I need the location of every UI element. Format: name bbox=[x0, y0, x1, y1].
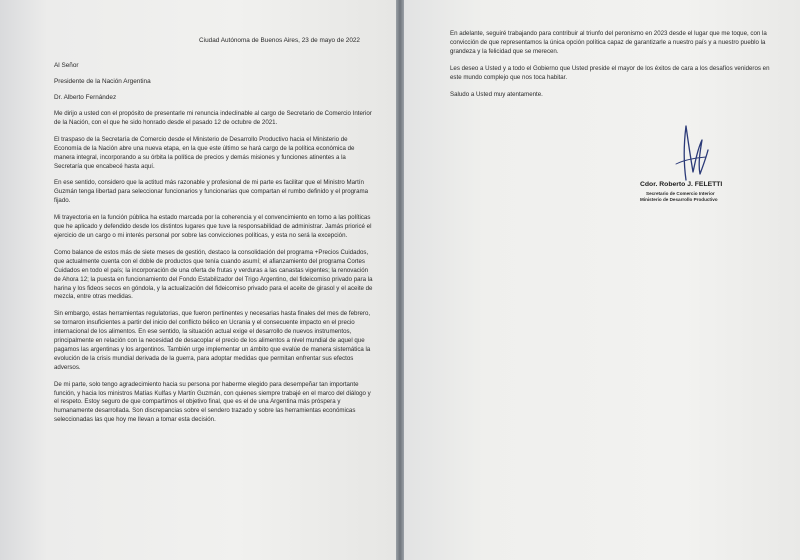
paragraph-gratitude: De mi parte, solo tengo agradecimiento hacia su persona por haberme elegido para desempeñar tan importante función, y hacia los ministros Matías Kulfas y Martín Guzmán, con quienes siempre trabajé en el marco del diálogo y el respeto. Estoy seguro de que compartimos el objetivo final, que es el de una Argentina más próspera y humanamente desarrollada. Son discrepancias sobre el sendero trazado y sobre las herramientas económicas seleccionadas las que hoy me llevan a tomar esta decisión. bbox=[54, 380, 371, 424]
letter-page-right bbox=[404, 0, 800, 560]
paragraph-balance: Como balance de estos más de siete meses de gestión, destaco la consolidación del programa +Precios Cuidados, que actualmente cuenta con el doble de productos que tenía cuando asumí; el afianzamiento del programa Cortes Cuidados en todo el país; la incorporación de una oferta de frutas y verduras a las canastas vigentes; la renovación de Ahora 12; la puesta en funcionamiento del Fondo Estabilizador del Trigo Argentino, del fideicomiso privado para la harina y los fideos secos en góndola, y la actualización del fideicomiso privado para el aceite de girasol y el aceite de mezcla, entre otras medidas. bbox=[54, 248, 373, 301]
paragraph-wishes: Les deseo a Usted y a todo el Gobierno que Usted preside el mayor de los éxitos de cara a los desafíos venideros en este mundo complejo que nos toca habitar. bbox=[450, 64, 770, 81]
recipient-title: Presidente de la Nación Argentina bbox=[54, 78, 151, 85]
paragraph-future: En adelante, seguiré trabajando para contribuir al triunfo del peronismo en 2023 desde el lugar que me toque, con la convicción de que representamos la única opción política capaz de garantizarle a nuestro país y a nuestro pueblo la grandeza y la felicidad que se merecen. bbox=[450, 30, 767, 55]
signatory-ministry: Ministerio de Desarrollo Productivo bbox=[640, 197, 718, 202]
paragraph-transfer: El traspaso de la Secretaría de Comercio desde el Ministerio de Desarrollo Productivo hacia el Ministerio de Economía de la Nación abre una nueva etapa, en la que este último se hará cargo de la política económica de manera integral, incorporando a su órbita la política de precios y demás misiones y funciones atinentes a la Secretaría que encabecé hasta aquí. bbox=[54, 135, 355, 170]
paragraph-resignation: Me dirijo a usted con el propósito de presentarle mi renuncia indeclinable al cargo de Secretario de Comercio Interior de la Nación, con el que he sido honrado desde el pasado 12 de octubre de 2021. bbox=[54, 110, 372, 126]
paragraph-trajectory: Mi trayectoria en la función pública ha estado marcada por la coherencia y el convencimiento en torno a las políticas que he aplicado y defendido desde los distintos lugares que tuve la responsabilidad de administrar. Jamás prioricé el ejercicio de un cargo o mi interés personal por sobre las convicciones políticas, y esta no será la excepción. bbox=[54, 214, 372, 239]
closing-line: Saludo a Usted muy atentamente. bbox=[450, 90, 543, 98]
date-line: Ciudad Autónoma de Buenos Aires, 23 de mayo de 2022 bbox=[199, 37, 360, 44]
page-gap bbox=[396, 0, 404, 560]
recipient-name: Dr. Alberto Fernández bbox=[54, 94, 117, 101]
paragraph-minister-freedom: En ese sentido, considero que la actitud más razonable y profesional de mi parte es facilitar que el Ministro Martín Guzmán tenga libertad para seleccionar funcionarios y funcionarias que compartan el rumbo definido y el programa fijado. bbox=[54, 179, 369, 205]
signatory-name: Cdor. Roberto J. FELETTI bbox=[640, 181, 723, 188]
signature-block bbox=[640, 120, 760, 210]
letter-page-left bbox=[0, 0, 396, 560]
signatory-title: Secretario de Comercio Interior bbox=[646, 191, 715, 196]
paragraph-regulatory-tools: Sin embargo, estas herramientas regulatorias, que fueron pertinentes y necesarias hasta finales del mes de febrero, se tornaron insuficientes a partir del inicio del conflicto bélico en Ucrania y el consecuente impacto en el precio internacional de los alimentos. En ese sentido, la situación actual exige el desarrollo de nuevos instrumentos, principalmente en relación con la necesidad de desacoplar el precio de los alimentos a nivel mundial de aquel que pagamos las argentinas y los argentinos. También urge implementar un ámbito que evalúe de manera sistemática la evolución de la crisis mundial derivada de la guerra, para adoptar medidas que permitan enfrentar sus efectos adversos. bbox=[54, 310, 371, 371]
salutation: Al Señor bbox=[54, 62, 79, 69]
handwritten-signature bbox=[656, 120, 716, 184]
